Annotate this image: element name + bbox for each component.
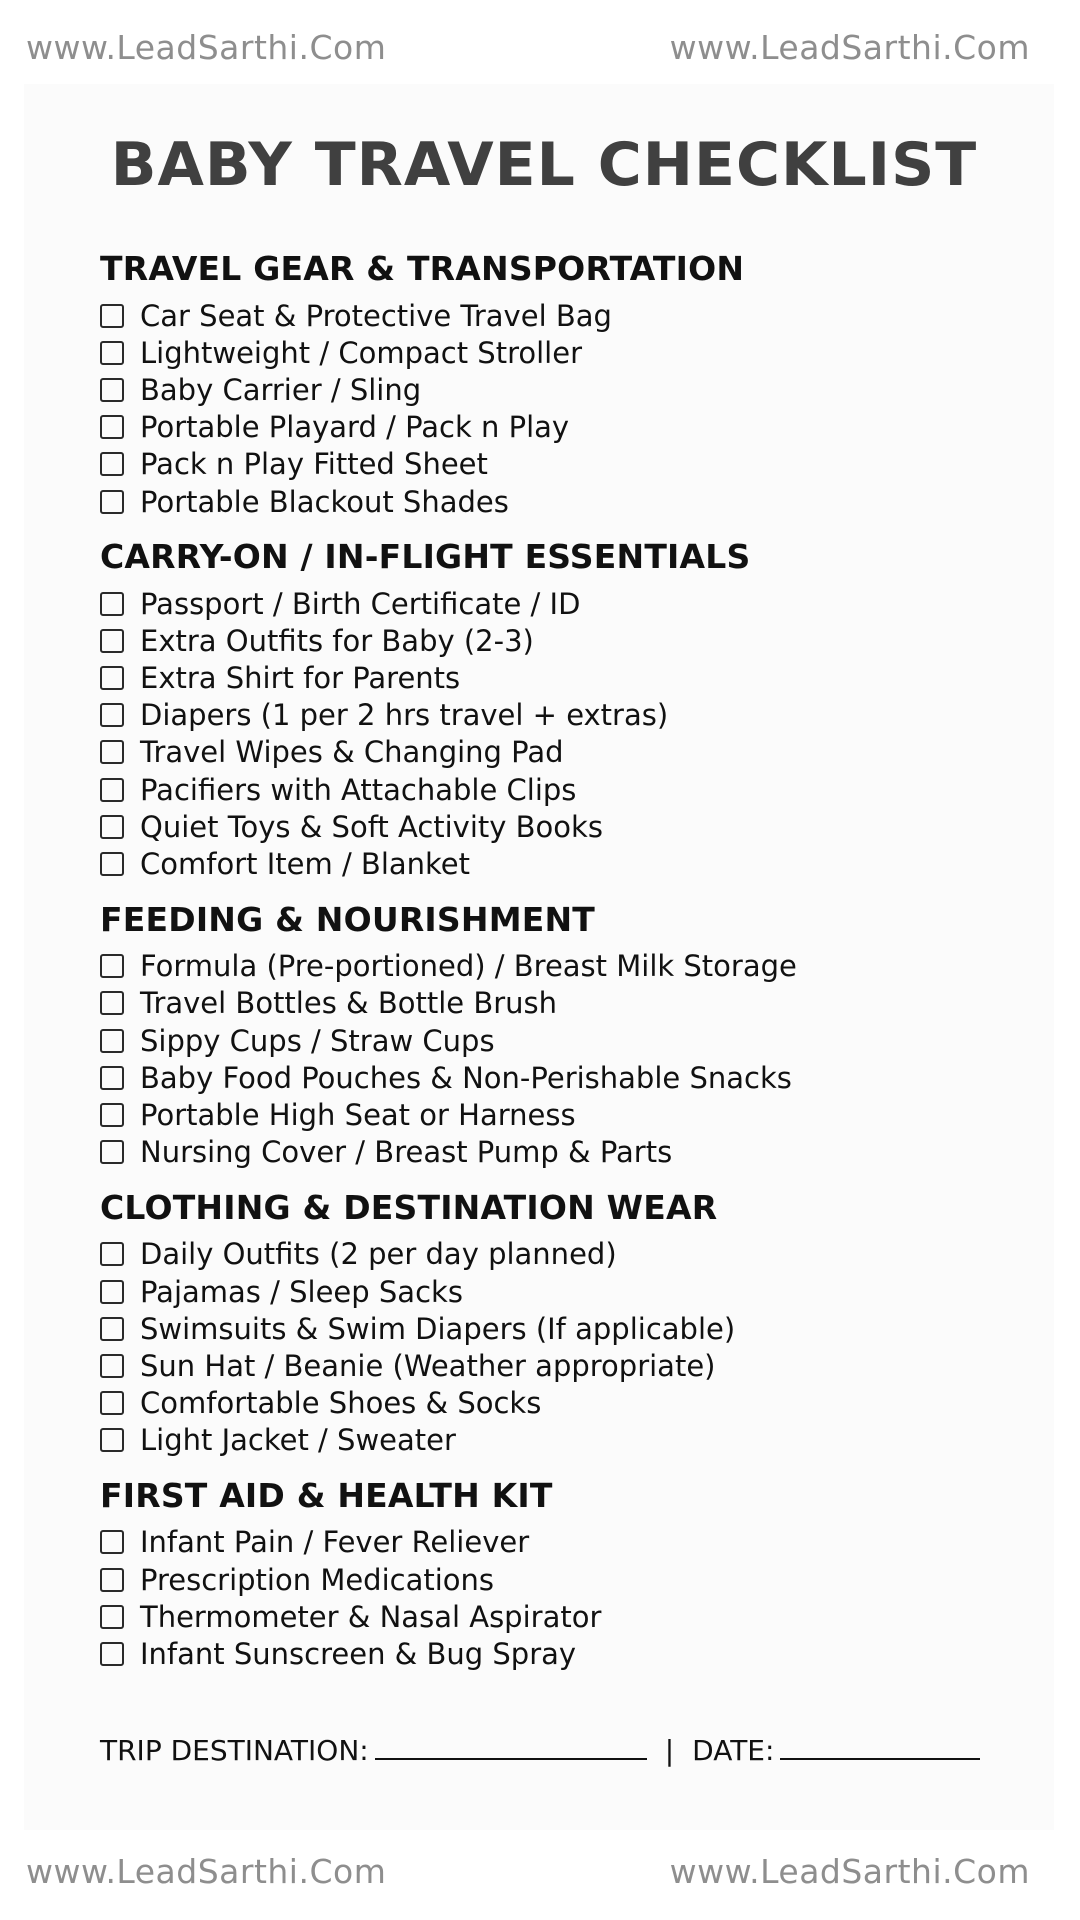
checklist-item-label: Quiet Toys & Soft Activity Books	[140, 809, 603, 844]
page-title: BABY TRAVEL CHECKLIST	[110, 130, 978, 200]
trip-destination-label: TRIP DESTINATION:	[100, 1734, 369, 1767]
checkbox[interactable]	[100, 666, 124, 690]
checkbox[interactable]	[100, 304, 124, 328]
checklist-item	[100, 1422, 1040, 1459]
trip-destination-blank[interactable]	[375, 1734, 647, 1760]
checklist-item-label: Nursing Cover / Breast Pump & Parts	[140, 1135, 673, 1170]
checklist-item	[100, 1134, 1040, 1171]
checkbox[interactable]	[100, 1605, 124, 1629]
footer-separator: |	[664, 1734, 675, 1767]
checkbox[interactable]	[100, 378, 124, 402]
checklist-item-label: Infant Sunscreen & Bug Spray	[140, 1637, 577, 1672]
checkbox[interactable]	[100, 1568, 124, 1592]
checklist-sections	[100, 241, 1040, 1673]
checklist-item	[100, 1347, 1040, 1384]
checkbox[interactable]	[100, 1140, 124, 1164]
checkbox[interactable]	[100, 954, 124, 978]
checklist-item	[100, 1096, 1040, 1133]
checklist-item	[100, 1635, 1040, 1672]
checklist-item-label: Extra Shirt for Parents	[140, 661, 461, 696]
checklist-item-label: Car Seat & Protective Travel Bag	[140, 298, 612, 333]
section-heading: FIRST AID & HEALTH KIT	[100, 1475, 553, 1515]
checklist-item	[100, 409, 1040, 446]
checklist-card	[24, 84, 1054, 1830]
checkbox[interactable]	[100, 1280, 124, 1304]
checklist-section	[100, 1180, 1040, 1459]
section-heading: FEEDING & NOURISHMENT	[100, 899, 596, 939]
checkbox[interactable]	[100, 1530, 124, 1554]
checklist-item-label: Infant Pain / Fever Reliever	[140, 1525, 530, 1560]
checkbox[interactable]	[100, 1391, 124, 1415]
checkbox[interactable]	[100, 1029, 124, 1053]
checkbox[interactable]	[100, 341, 124, 365]
checklist-item	[100, 297, 1040, 334]
checkbox[interactable]	[100, 490, 124, 514]
section-heading: TRAVEL GEAR & TRANSPORTATION	[100, 249, 745, 288]
checklist-item	[100, 948, 1040, 985]
checklist-item	[100, 1059, 1040, 1096]
checklist-item	[100, 334, 1040, 371]
checkbox[interactable]	[100, 1428, 124, 1452]
checklist-item-label: Portable Blackout Shades	[140, 484, 509, 519]
checklist-section	[100, 1468, 1040, 1673]
date-blank[interactable]	[780, 1734, 980, 1760]
checklist-item	[100, 734, 1040, 771]
checklist-item	[100, 585, 1040, 622]
checklist-item-label: Swimsuits & Swim Diapers (If applicable)	[140, 1311, 736, 1346]
checklist-item	[100, 1022, 1040, 1059]
checkbox[interactable]	[100, 1354, 124, 1378]
checklist-item	[100, 771, 1040, 808]
checklist-item-label: Pajamas / Sleep Sacks	[140, 1274, 463, 1309]
section-heading: CLOTHING & DESTINATION WEAR	[100, 1187, 718, 1227]
checklist-item-label: Sippy Cups / Straw Cups	[140, 1023, 495, 1058]
checklist-section	[100, 892, 1040, 1171]
checklist-item	[100, 1561, 1040, 1598]
checklist-item	[100, 660, 1040, 697]
checklist-item-label: Thermometer & Nasal Aspirator	[140, 1599, 602, 1634]
checklist-item	[100, 622, 1040, 659]
checkbox[interactable]	[100, 778, 124, 802]
checklist-item	[100, 1385, 1040, 1422]
checklist-item-label: Comfort Item / Blanket	[140, 847, 471, 882]
checkbox[interactable]	[100, 629, 124, 653]
checklist-item	[100, 697, 1040, 734]
checkbox[interactable]	[100, 1642, 124, 1666]
checkbox[interactable]	[100, 452, 124, 476]
date-label: DATE:	[692, 1734, 775, 1767]
checklist-item	[100, 1598, 1040, 1635]
checkbox[interactable]	[100, 1317, 124, 1341]
checklist-item	[100, 985, 1040, 1022]
watermark-bottom-left: www.LeadSarthi.Com	[26, 1852, 387, 1891]
checklist-item-label: Comfortable Shoes & Socks	[140, 1386, 542, 1421]
checklist-item	[100, 1273, 1040, 1310]
checklist-item-label: Travel Bottles & Bottle Brush	[140, 986, 558, 1021]
checklist-item	[100, 1524, 1040, 1561]
checklist-section	[100, 241, 1040, 520]
checklist-item-label: Light Jacket / Sweater	[140, 1423, 456, 1458]
checklist-item-label: Pack n Play Fitted Sheet	[140, 447, 488, 482]
checklist-item-label: Baby Food Pouches & Non-Perishable Snacks	[140, 1060, 792, 1095]
checklist-item-label: Sun Hat / Beanie (Weather appropriate)	[140, 1348, 716, 1383]
checkbox[interactable]	[100, 1066, 124, 1090]
checklist-item	[100, 808, 1040, 845]
checklist-item-label: Diapers (1 per 2 hrs travel + extras)	[140, 698, 669, 733]
checklist-item	[100, 845, 1040, 882]
checklist-item-label: Lightweight / Compact Stroller	[140, 335, 582, 370]
checklist-item	[100, 1236, 1040, 1273]
watermark-top-right: www.LeadSarthi.Com	[669, 28, 1030, 67]
checkbox[interactable]	[100, 740, 124, 764]
checklist-item	[100, 483, 1040, 520]
checklist-item-label: Pacifiers with Attachable Clips	[140, 772, 577, 807]
trip-info-footer	[100, 1734, 1040, 1767]
watermark-top-left: www.LeadSarthi.Com	[26, 28, 387, 67]
checkbox[interactable]	[100, 1103, 124, 1127]
checklist-item-label: Extra Outfits for Baby (2-3)	[140, 623, 534, 658]
checkbox[interactable]	[100, 703, 124, 727]
checkbox[interactable]	[100, 991, 124, 1015]
checkbox[interactable]	[100, 592, 124, 616]
checkbox[interactable]	[100, 852, 124, 876]
checklist-item-label: Prescription Medications	[140, 1562, 495, 1597]
checkbox[interactable]	[100, 415, 124, 439]
section-heading: CARRY-ON / IN-FLIGHT ESSENTIALS	[100, 537, 751, 577]
checklist-item-label: Baby Carrier / Sling	[140, 372, 422, 407]
checkbox[interactable]	[100, 1242, 124, 1266]
checklist-item-label: Passport / Birth Certificate / ID	[140, 586, 581, 621]
checkbox[interactable]	[100, 815, 124, 839]
checklist-item-label: Travel Wipes & Changing Pad	[140, 735, 564, 770]
checklist-item-label: Portable High Seat or Harness	[140, 1097, 576, 1132]
checklist-section	[100, 529, 1040, 883]
checklist-item	[100, 446, 1040, 483]
checklist-item-label: Daily Outfits (2 per day planned)	[140, 1237, 617, 1272]
checklist-item-label: Formula (Pre-portioned) / Breast Milk Storage	[140, 949, 797, 984]
checklist-item	[100, 371, 1040, 408]
checklist-item	[100, 1310, 1040, 1347]
checklist-item-label: Portable Playard / Pack n Play	[140, 410, 570, 445]
watermark-bottom-right: www.LeadSarthi.Com	[669, 1852, 1030, 1891]
